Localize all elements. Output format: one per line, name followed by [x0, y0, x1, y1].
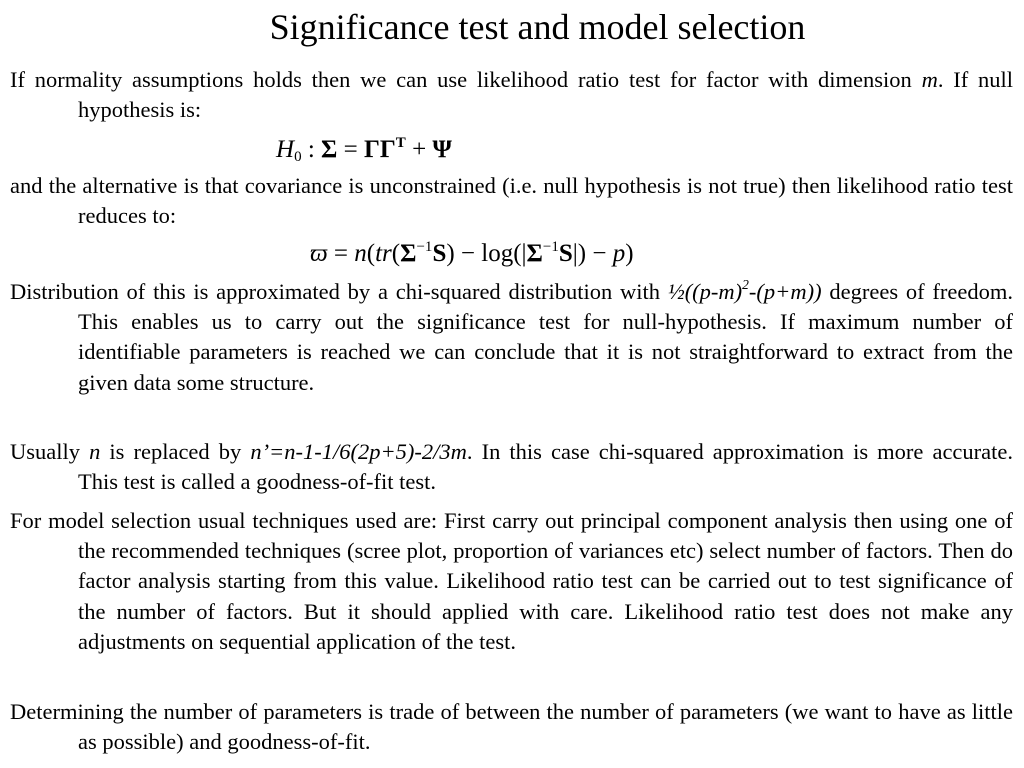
eq-psi: Ψ	[432, 136, 452, 163]
formula-part: ½((p-m)	[667, 279, 743, 304]
eq-paren: (	[366, 240, 376, 267]
eq-minus: |) −	[572, 240, 613, 267]
eq-paren: )	[625, 240, 634, 267]
eq-transpose: T	[395, 135, 406, 151]
eq-sigma: Σ	[526, 240, 543, 267]
eq-sigma: Σ	[321, 136, 338, 163]
paragraph-alternative: and the alternative is that covariance is unconstrained (i.e. null hypothesis is not true) then likelihood ratio test reduces to:	[10, 173, 1013, 229]
eq-varpi: ϖ	[310, 240, 328, 267]
eq-colon: :	[301, 136, 322, 163]
eq-n: n	[354, 240, 367, 267]
eq-p: p	[612, 240, 626, 267]
paragraph-text: degrees of freedom. This enables us to carry out the significance test for null-hypothesis. If maximum number of identifiable parameters is reached we can conclude that it is not straightforward to extract from the given data some structure.	[78, 279, 1013, 395]
eq-log: ) − log(|	[446, 240, 527, 267]
eq-s: S	[432, 240, 447, 267]
eq-sigma: Σ	[400, 240, 417, 267]
eq-h: H	[276, 136, 295, 163]
n-prime-formula: n’=n-1-1/6(2p+5)-2/3m	[250, 439, 467, 464]
paragraph-text: If normality assumptions holds then we can use likelihood ratio test for factor with dimension	[10, 67, 922, 92]
eq-inverse: −1	[416, 239, 433, 255]
formula-part: -(p+m))	[748, 279, 822, 304]
eq-paren: (	[391, 240, 401, 267]
paragraph-text: is replaced by	[100, 439, 251, 464]
eq-gamma: ΓΓ	[363, 136, 396, 163]
paragraph-text: . If null hypothesis is:	[78, 67, 1013, 123]
eq-tr: tr	[375, 240, 392, 267]
formula-exponent: 2	[742, 277, 749, 292]
eq-h-subscript: 0	[294, 149, 302, 165]
degrees-of-freedom-formula	[668, 279, 822, 304]
likelihood-ratio-equation	[310, 239, 634, 269]
paragraph-text: Usually	[10, 439, 90, 464]
paragraph-text: . In this case chi-squared approximation is more accurate. This test is called a goodness-of-fit test.	[78, 439, 1014, 495]
dimension-m: m	[921, 67, 938, 92]
paragraph-likelihood-ratio-intro	[10, 65, 1013, 125]
paragraph-text: Distribution of this is approximated by a chi-squared distribution with	[10, 279, 668, 304]
eq-equals: =	[337, 136, 364, 163]
null-hypothesis-equation	[276, 135, 452, 165]
paragraph-replacement-n	[10, 437, 1013, 497]
slide-title: Significance test and model selection	[269, 7, 806, 47]
eq-s: S	[558, 240, 573, 267]
eq-plus: +	[405, 136, 433, 163]
variable-n: n	[89, 439, 101, 464]
paragraph-chi-squared	[10, 277, 1013, 398]
paragraph-model-selection: For model selection usual techniques used are: First carry out principal component analysis then using one of the recommended techniques (scree plot, proportion of variances etc) select number of factors. Then do factor analysis starting from this value. Likelihood ratio test can be carried out to test significance of the number of factors. But it should applied with care. Likelihood ratio test does not make any adjustments on sequential application of the test.	[10, 508, 1013, 654]
eq-inverse: −1	[542, 239, 559, 255]
eq-equals: =	[327, 240, 355, 267]
paragraph-number-of-parameters: Determining the number of parameters is trade of between the number of parameters (we want to have as little as possible) and goodness-of-fit.	[10, 699, 1013, 755]
